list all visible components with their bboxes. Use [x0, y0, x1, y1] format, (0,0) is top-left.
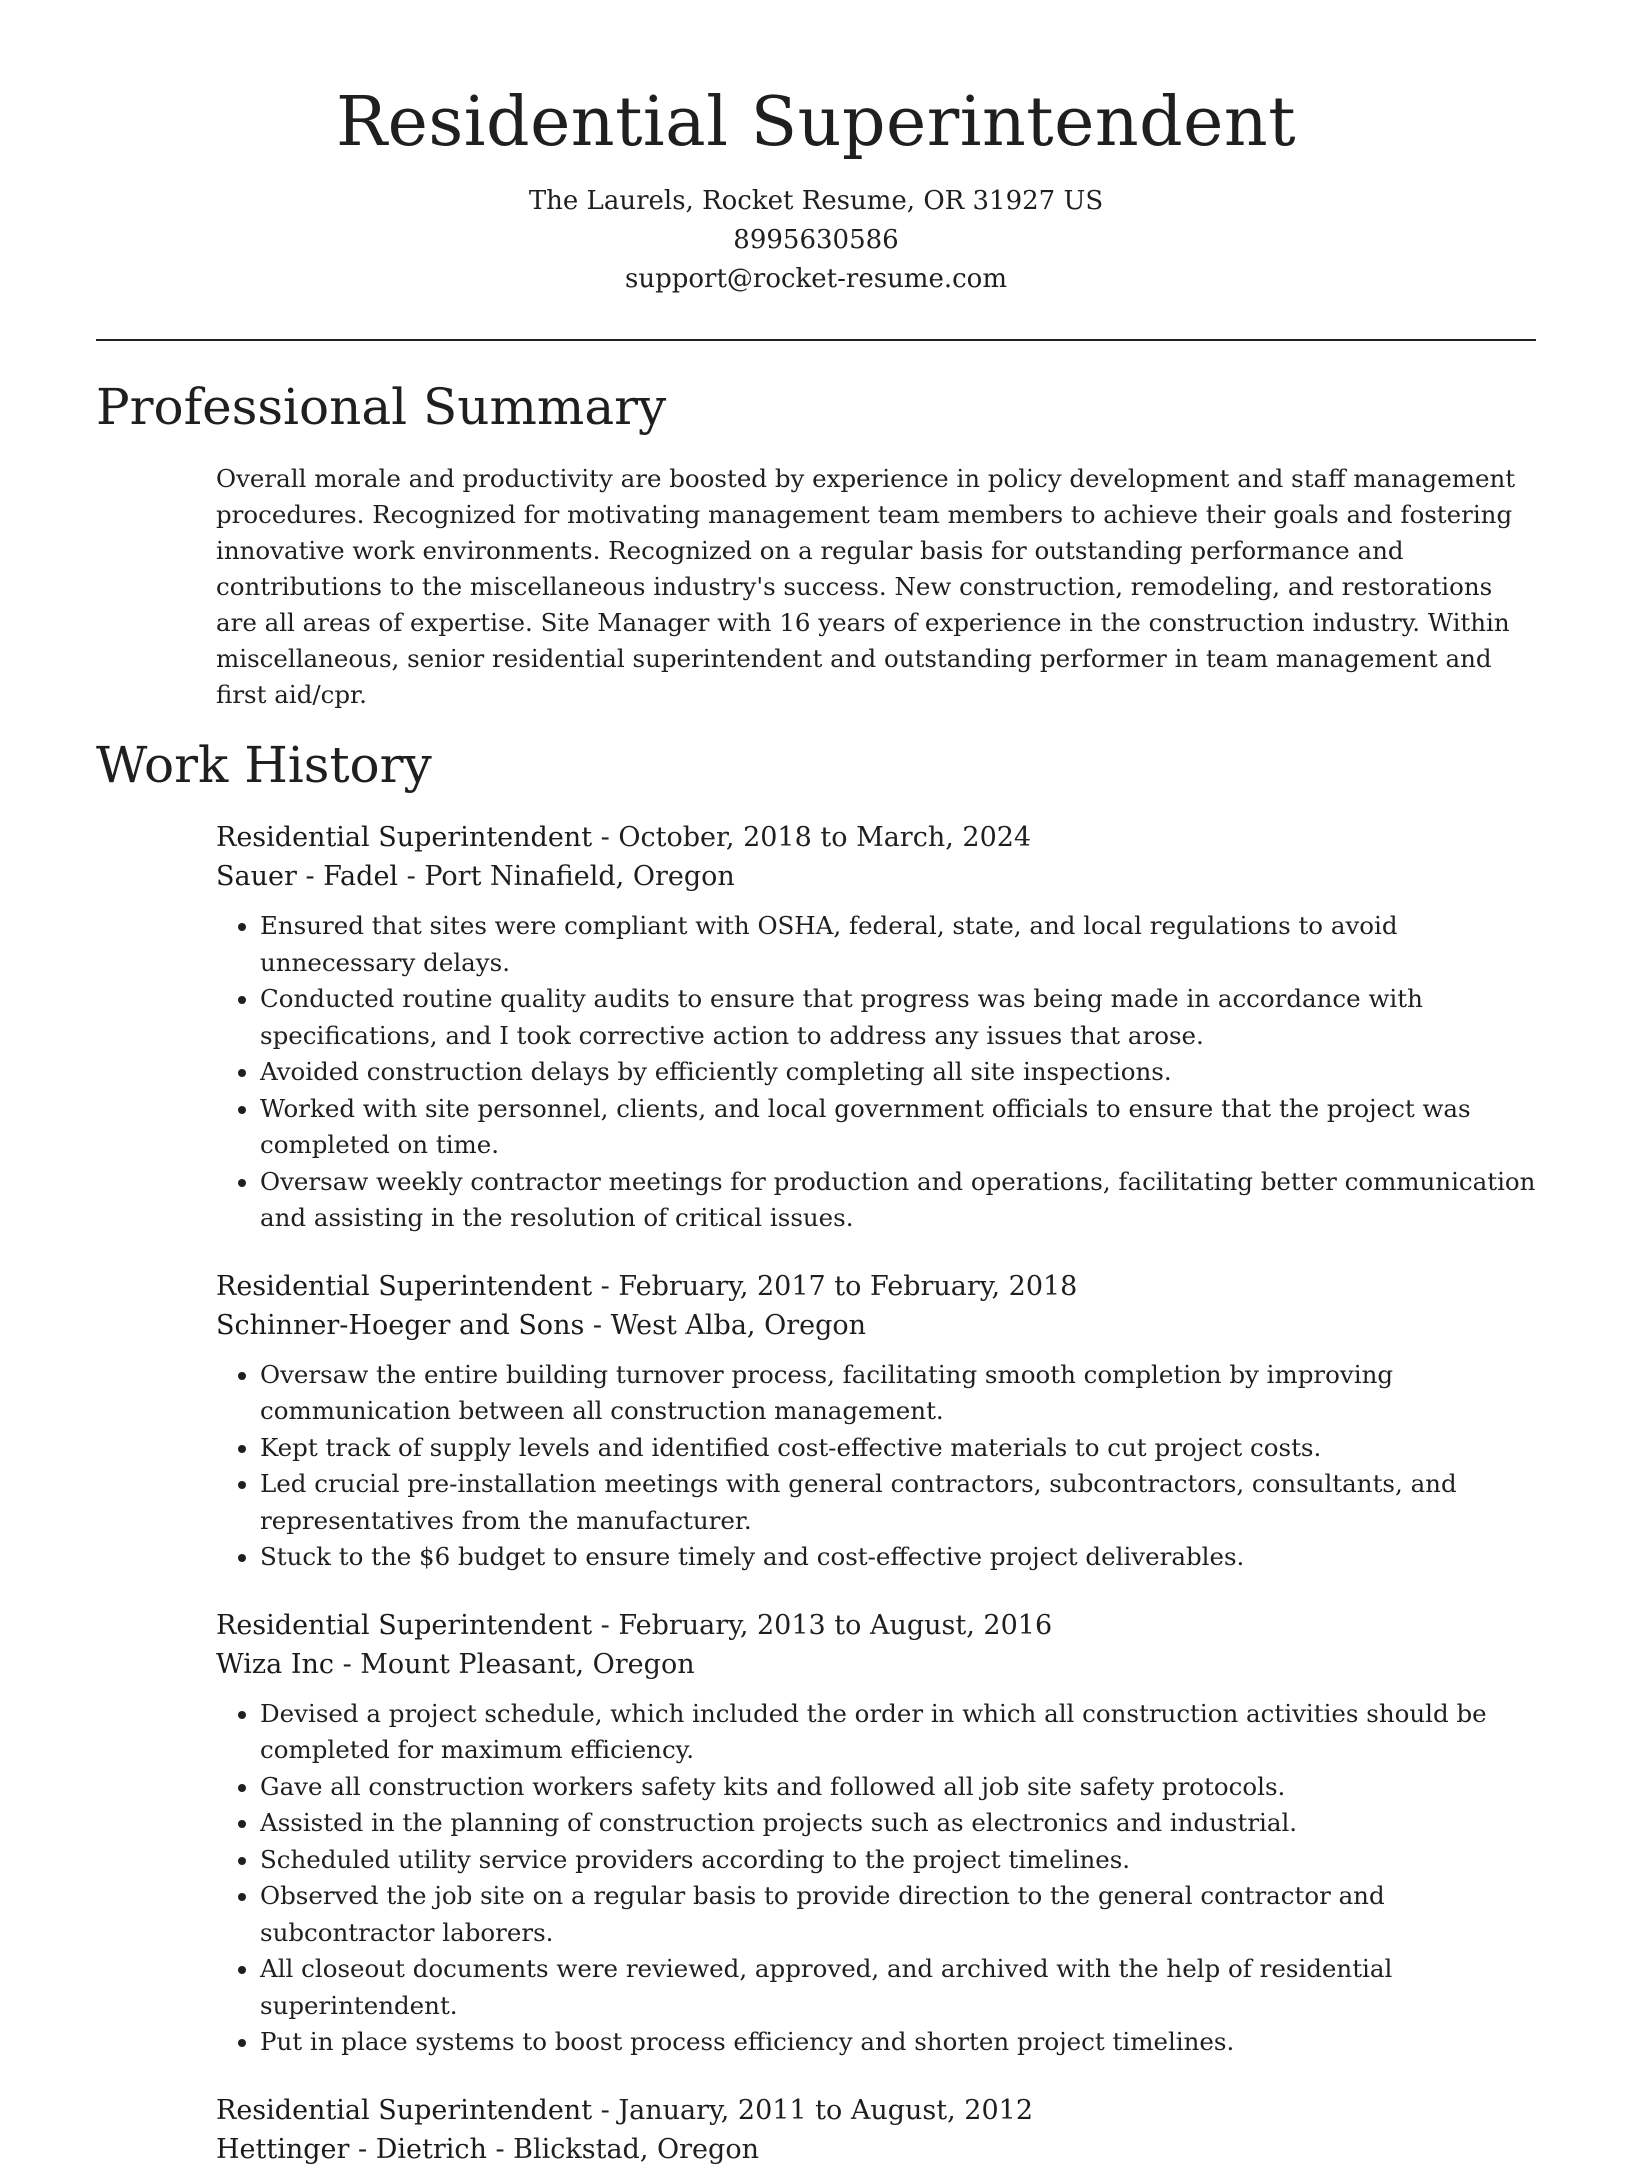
job-title: Residential Superintendent — [216, 1270, 593, 1302]
job-title-line — [216, 2091, 1536, 2130]
summary-heading: Professional Summary — [96, 378, 667, 437]
job-bullet: • Conducted routine quality audits to ensure that progress was being made in accordance with specifications, and I took corrective action to address any issues that arose. — [260, 981, 1536, 1054]
job-bullet: • Ensured that sites were compliant with OSHA, federal, state, and local regulations to avoid unnecessary delays. — [260, 908, 1536, 981]
job-company-line — [216, 1645, 1536, 1684]
job-title-line — [216, 1267, 1536, 1306]
job-location: - Mount Pleasant, Oregon — [334, 1648, 695, 1680]
job-bullet: • Observed the job site on a regular basis to provide direction to the general contractor and subcontractor laborers. — [260, 1878, 1536, 1951]
contact-block — [96, 182, 1536, 299]
job-location: - West Alba, Oregon — [584, 1309, 867, 1341]
job-company: Sauer - Fadel — [216, 861, 399, 893]
resume-header — [96, 84, 1536, 299]
job-company: Schinner-Hoeger and Sons — [216, 1309, 585, 1341]
job-entry — [216, 1267, 1536, 1576]
job-title: Residential Superintendent — [216, 2094, 593, 2126]
job-bullets — [216, 1357, 1536, 1576]
job-bullet: • Worked with site personnel, clients, and local government officials to ensure that the project was completed on time. — [260, 1091, 1536, 1164]
job-location: - Blickstad, Oregon — [486, 2133, 759, 2165]
job-bullet: • Oversaw weekly contractor meetings for production and operations, facilitating better communication and assisting in the resolution of critical issues. — [260, 1164, 1536, 1237]
job-bullet: • Kept track of supply levels and identified cost-effective materials to cut project costs. — [260, 1430, 1536, 1467]
job-bullet: • Led crucial pre-installation meetings with general contractors, subcontractors, consultants, and representatives from the manufacturer. — [260, 1466, 1536, 1539]
job-entry — [216, 818, 1536, 1237]
job-bullet: • Put in place systems to boost process efficiency and shorten project timelines. — [260, 2024, 1536, 2061]
job-company-line — [216, 2130, 1536, 2169]
job-list — [216, 818, 1536, 2169]
job-entry — [216, 1606, 1536, 2061]
job-location: - Port Ninafield, Oregon — [398, 861, 735, 893]
job-bullet: • All closeout documents were reviewed, approved, and archived with the help of residential superintendent. — [260, 1951, 1536, 2024]
job-bullet: • Assisted in the planning of construction projects such as electronics and industrial. — [260, 1805, 1536, 1842]
contact-phone: 8995630586 — [733, 225, 899, 256]
job-dates: - October, 2018 to March, 2024 — [592, 822, 1032, 854]
job-title: Residential Superintendent — [216, 1609, 593, 1641]
job-company-line — [216, 857, 1536, 896]
summary-text: Overall morale and productivity are boosted by experience in policy development and staff management procedures. Recognized for motivating management team members to achieve their goals and fostering innovative work environments. Recognized on a regular basis for outstanding performance and contributions to the miscellaneous industry's success. New construction, remodeling, and restorations are all areas of expertise. Site Manager with 16 years of experience in the construction industry. Within miscellaneous, senior residential superintendent and outstanding performer in team management and first aid/cpr. — [216, 463, 1516, 709]
job-bullet: • Stuck to the $6 budget to ensure timely and cost-effective project deliverables. — [260, 1539, 1536, 1576]
job-company-line — [216, 1306, 1536, 1345]
contact-address: The Laurels, Rocket Resume, OR 31927 US — [528, 186, 1104, 217]
job-bullet: • Gave all construction workers safety kits and followed all job site safety protocols. — [260, 1769, 1536, 1806]
job-dates: - February, 2013 to August, 2016 — [592, 1609, 1053, 1641]
candidate-name: Residential Superintendent — [335, 83, 1297, 162]
header-divider — [96, 339, 1536, 341]
job-bullet: • Devised a project schedule, which included the order in which all construction activities should be completed for maximum efficiency. — [260, 1696, 1536, 1769]
job-company: Hettinger - Dietrich — [216, 2133, 487, 2165]
job-bullets — [216, 1696, 1536, 2061]
job-dates: - January, 2011 to August, 2012 — [592, 2094, 1034, 2126]
job-title: Residential Superintendent — [216, 822, 593, 854]
job-dates: - February, 2017 to February, 2018 — [592, 1270, 1078, 1302]
work-history-section — [96, 737, 1536, 2169]
job-bullet: • Scheduled utility service providers according to the project timelines. — [260, 1842, 1536, 1879]
summary-section — [96, 379, 1536, 713]
job-title-line — [216, 1606, 1536, 1645]
job-entry — [216, 2091, 1536, 2169]
job-bullets — [216, 908, 1536, 1237]
job-company: Wiza Inc — [216, 1648, 334, 1680]
work-history-heading: Work History — [96, 735, 432, 794]
job-bullet: • Avoided construction delays by efficiently completing all site inspections. — [260, 1054, 1536, 1091]
job-bullet: • Oversaw the entire building turnover process, facilitating smooth completion by improving communication between all construction management. — [260, 1357, 1536, 1430]
contact-email: support@rocket-resume.com — [624, 264, 1007, 295]
job-title-line — [216, 818, 1536, 857]
